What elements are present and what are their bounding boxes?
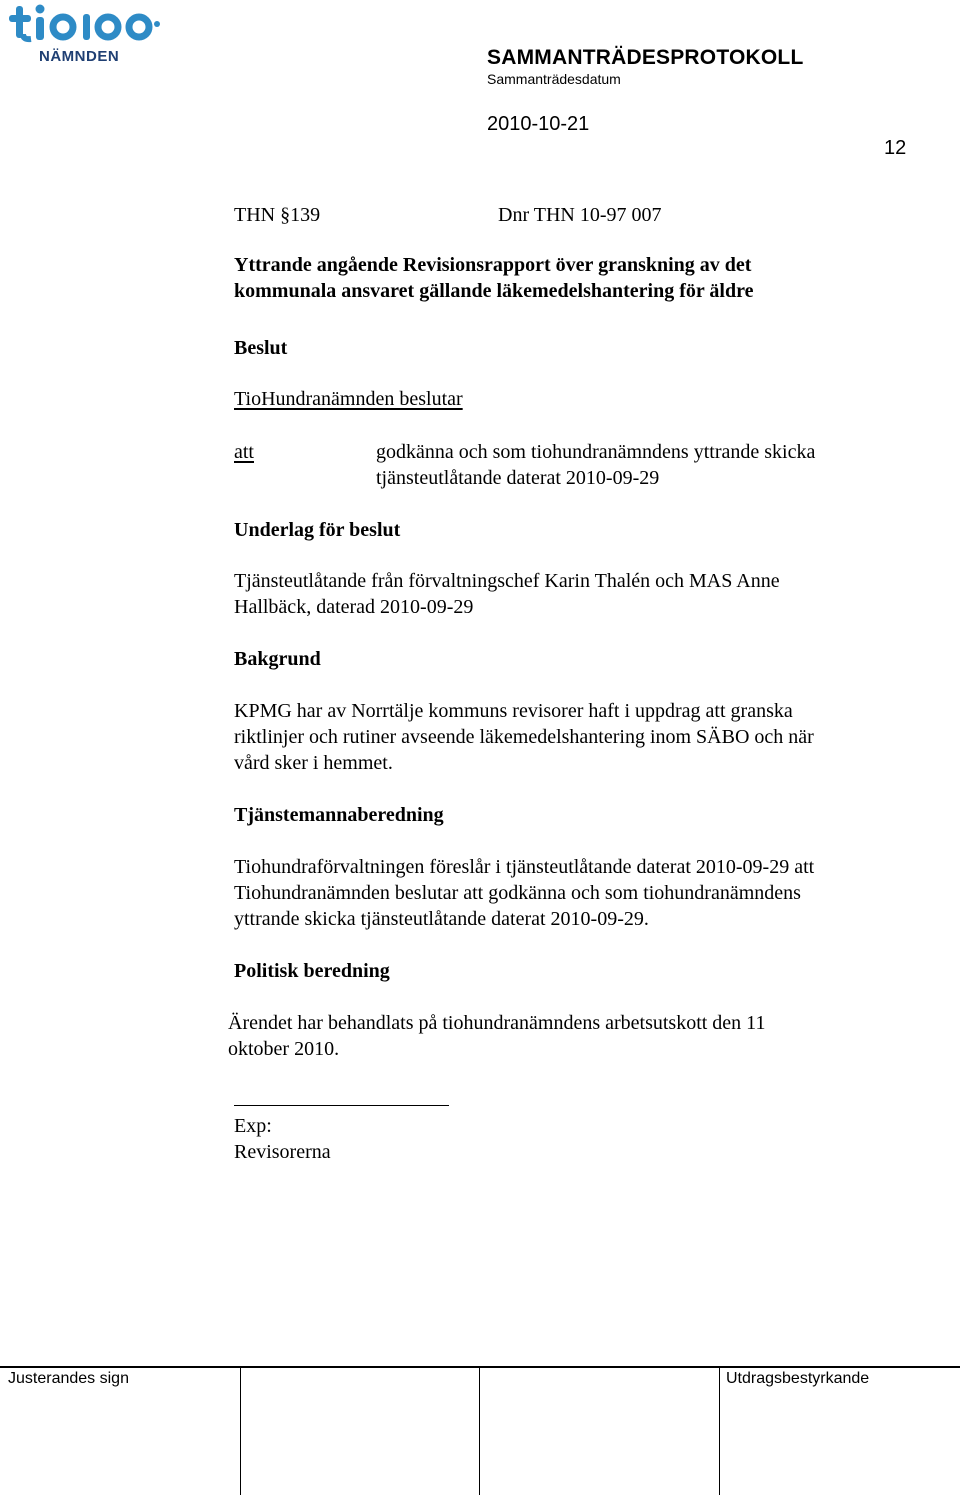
protocol-title: SAMMANTRÄDESPROTOKOLL — [487, 46, 804, 69]
case-dnr: Dnr THN 10-97 007 — [498, 204, 662, 226]
bakgrund-line-1: KPMG har av Norrtälje kommuns revisorer haft i uppdrag att granska — [234, 700, 793, 722]
section-number: THN §139 — [234, 204, 321, 226]
expedition-label: Exp: — [234, 1115, 272, 1137]
footer-divider-3 — [719, 1366, 720, 1495]
beslut-text-line-2: tjänsteutlåtande daterat 2010-09-29 — [376, 467, 660, 489]
politisk-line-2: oktober 2010. — [228, 1038, 340, 1060]
footer-divider-2 — [479, 1366, 480, 1495]
meeting-date-label: Sammanträdesdatum — [487, 71, 621, 87]
page-number: 12 — [884, 137, 907, 159]
underlag-line-1: Tjänsteutlåtande från förvaltningschef Karin Thalén och MAS Anne — [234, 570, 780, 592]
underlag-heading: Underlag för beslut — [234, 519, 401, 541]
expedition-recipient: Revisorerna — [234, 1141, 331, 1163]
beslut-text-line-1: godkänna och som tiohundranämndens yttrande skicka — [376, 441, 816, 463]
politisk-heading: Politisk beredning — [234, 960, 390, 982]
meeting-date: 2010-10-21 — [487, 113, 590, 135]
tjanstemannaberedning-line-3: yttrande skicka tjänsteutlåtande daterat 2010-09-29. — [234, 908, 649, 930]
utdragsbestyrkande-label: Utdragsbestyrkande — [726, 1370, 870, 1387]
bakgrund-heading: Bakgrund — [234, 648, 321, 670]
case-title-line-1: Yttrande angående Revisionsrapport över granskning av det — [234, 254, 752, 276]
beslut-decider: TioHundranämnden beslutar — [234, 388, 463, 410]
bakgrund-line-2: riktlinjer och rutiner avseende läkemedelshantering inom SÄBO och när — [234, 726, 814, 748]
tio100-logo — [6, 2, 166, 68]
tjanstemannaberedning-line-1: Tiohundraförvaltningen föreslår i tjänsteutlåtande daterat 2010-09-29 att — [234, 856, 815, 878]
underlag-line-2: Hallbäck, daterad 2010-09-29 — [234, 596, 474, 618]
beslut-att: att — [234, 441, 254, 463]
bakgrund-line-3: vård sker i hemmet. — [234, 752, 393, 774]
footer-rule — [0, 1366, 960, 1368]
tjanstemannaberedning-line-2: Tiohundranämnden beslutar att godkänna och som tiohundranämndens — [234, 882, 801, 904]
justerandes-sign-label: Justerandes sign — [8, 1370, 129, 1387]
logo-subtext: NÄMNDEN — [39, 48, 120, 65]
beslut-heading: Beslut — [234, 337, 288, 359]
politisk-line-1: Ärendet har behandlats på tiohundranämndens arbetsutskott den 11 — [228, 1012, 766, 1034]
case-title-line-2: kommunala ansvaret gällande läkemedelshantering för äldre — [234, 280, 754, 302]
tjanstemannaberedning-heading: Tjänstemannaberedning — [234, 804, 444, 826]
signature-line — [234, 1105, 449, 1106]
footer-divider-1 — [240, 1366, 241, 1495]
